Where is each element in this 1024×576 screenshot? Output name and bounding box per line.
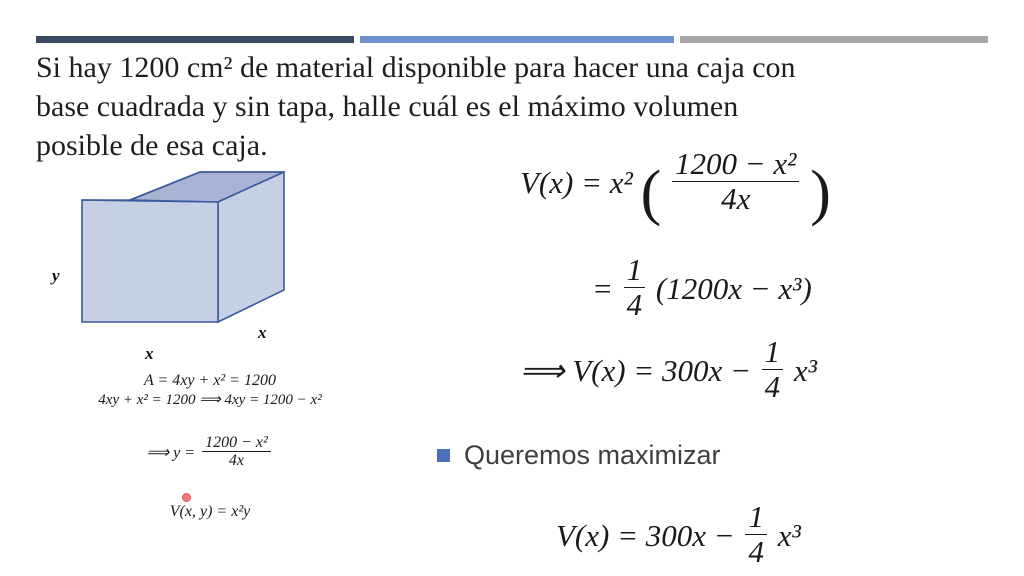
equation-area-expr: = 4xy + x² = 1200 bbox=[157, 372, 276, 389]
equation-volume-restated-denominator: 4 bbox=[745, 534, 767, 568]
equation-volume-substituted-numerator: 1200 − x² bbox=[674, 146, 797, 182]
right-paren: ) bbox=[810, 158, 831, 227]
equation-volume-restated bbox=[556, 499, 801, 573]
equation-volume-substituted-fraction bbox=[672, 147, 799, 215]
equation-volume-restated-prefix: V(x) = 300x − bbox=[556, 518, 735, 554]
equation-volume-expanded-numerator: 1 bbox=[626, 252, 643, 288]
equation-volume-restated-suffix: x³ bbox=[777, 518, 801, 554]
equation-y-solution-prefix: ⟹ y = bbox=[146, 444, 196, 462]
bullet-square-icon bbox=[437, 449, 450, 462]
equation-volume-substituted-lhs: V(x) = x² bbox=[520, 165, 633, 201]
box-front-face bbox=[82, 200, 218, 322]
bullet-maximize bbox=[437, 440, 721, 471]
problem-statement-line-1: Si hay 1200 cm² de material disponible para hacer una caja con bbox=[36, 51, 796, 84]
equation-volume-expanded-fraction bbox=[624, 253, 646, 321]
problem-statement-line-3: posible de esa caja. bbox=[36, 129, 268, 162]
equation-y-solution-numerator: 1200 − x² bbox=[205, 433, 268, 451]
equation-y-solution-fraction bbox=[202, 434, 271, 470]
equation-volume-definition: V(x, y) = x²y bbox=[169, 503, 251, 520]
equation-y-solution-denominator: 4x bbox=[202, 451, 271, 469]
problem-statement bbox=[36, 48, 988, 165]
equation-volume-expanded bbox=[592, 252, 812, 326]
top-rule-gray bbox=[680, 36, 988, 43]
label-x-right: x bbox=[258, 323, 267, 342]
box-diagram-svg bbox=[72, 170, 362, 370]
equation-volume-restated-fraction bbox=[745, 500, 767, 568]
top-rule-blue bbox=[360, 36, 674, 43]
equation-area-lhs: A bbox=[144, 372, 154, 389]
bullet-maximize-label: Queremos maximizar bbox=[464, 440, 721, 470]
box-diagram bbox=[72, 170, 362, 370]
equation-volume-substituted bbox=[520, 146, 831, 227]
top-rule-dark bbox=[36, 36, 354, 43]
equation-volume-final bbox=[520, 334, 817, 408]
problem-statement-line-2: base cuadrada y sin tapa, halle cuál es el máximo volumen bbox=[36, 90, 739, 123]
equation-solve-line: 4xy + x² = 1200 ⟹ 4xy = 1200 − x² bbox=[98, 392, 322, 408]
equation-volume-restated-numerator: 1 bbox=[748, 499, 764, 535]
equation-volume-substituted-denominator: 4x bbox=[672, 181, 799, 215]
equation-y-solution bbox=[0, 433, 420, 472]
red-dot-annotation-icon bbox=[182, 493, 191, 502]
equation-area bbox=[0, 372, 420, 390]
label-x-bottom: x bbox=[145, 344, 154, 363]
left-paren: ( bbox=[640, 158, 662, 227]
equation-volume-final-fraction bbox=[762, 335, 784, 403]
equation-volume-final-prefix: ⟹ V(x) = 300x − bbox=[520, 353, 751, 389]
equation-volume-final-suffix: x³ bbox=[793, 353, 817, 389]
equation-volume-expanded-prefix: = bbox=[592, 271, 613, 307]
equation-volume-final-numerator: 1 bbox=[764, 334, 781, 370]
equation-volume-final-denominator: 4 bbox=[762, 369, 784, 403]
label-y: y bbox=[52, 266, 60, 285]
equation-volume-expanded-body: (1200x − x³) bbox=[655, 271, 812, 307]
equation-volume-expanded-denominator: 4 bbox=[624, 287, 646, 321]
